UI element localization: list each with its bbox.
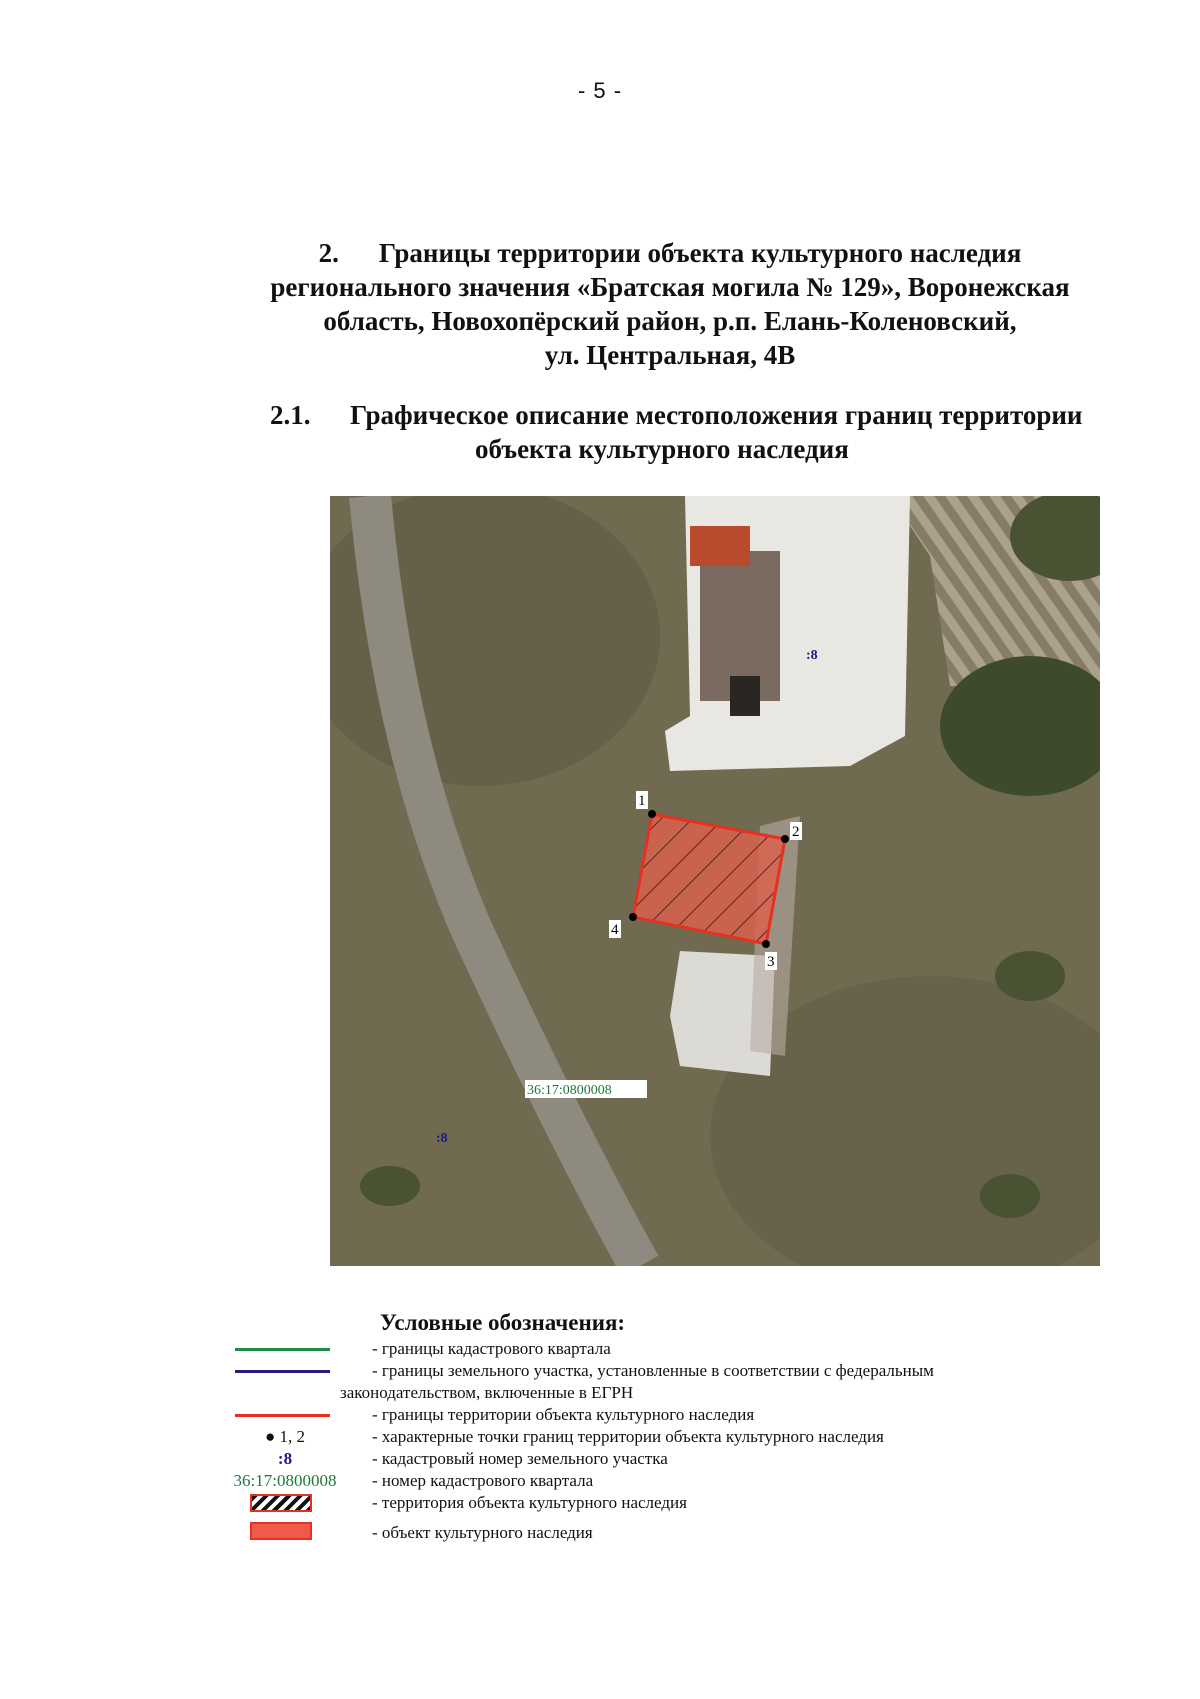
section-title-line-3: область, Новохопёрский район, р.п. Елань-Коленовский,: [323, 306, 1017, 336]
legend-text: - номер кадастрового квартала: [372, 1471, 594, 1490]
point-label-4: 4: [611, 922, 619, 938]
legend-text: - границы земельного участка, установленные в соответствии с федеральным: [372, 1361, 934, 1380]
quarter-boundary-line-icon: [235, 1348, 330, 1351]
legend-item-points: [210, 1426, 1090, 1448]
legend-text: - кадастровый номер земельного участка: [372, 1449, 668, 1468]
legend-text: - объект культурного наследия: [372, 1523, 593, 1542]
legend: [210, 1338, 1090, 1544]
satellite-map: [330, 496, 1100, 1266]
section-title-line-1: Границы территории объекта культурного наследия: [378, 238, 1022, 268]
legend-item-parcel-number: [210, 1448, 1090, 1470]
parcel-label-top: :8: [806, 648, 818, 663]
legend-text: законодательством, включенные в ЕГРН: [340, 1383, 634, 1402]
point-label-3: 3: [767, 954, 775, 970]
legend-item-heritage-object: [210, 1518, 1090, 1544]
point-label-2: 2: [792, 824, 800, 840]
parcel-boundary-line-icon: [235, 1370, 330, 1373]
legend-item-heritage-territory: [210, 1492, 1090, 1518]
legend-text: - территория объекта культурного наследия: [372, 1493, 687, 1512]
quarter-label: 36:17:0800008: [527, 1083, 612, 1098]
legend-item-heritage-boundary: [210, 1404, 1090, 1426]
legend-item-quarter-number: [210, 1470, 1090, 1492]
section-title: [240, 236, 1100, 372]
point-symbol-text: 1, 2: [279, 1427, 306, 1446]
boundary-point-4: [629, 913, 637, 921]
quarter-number-symbol: 36:17:0800008: [233, 1471, 337, 1490]
red-fill-box-icon: [250, 1522, 312, 1540]
section-title-line-4: ул. Центральная, 4В: [544, 340, 796, 370]
boundary-point-1: [648, 810, 656, 818]
hatched-box-icon: [250, 1494, 312, 1512]
legend-item-quarter-boundary: [210, 1338, 1090, 1360]
parcel-number-symbol: :8: [277, 1449, 293, 1468]
legend-text: - характерные точки границ территории объекта культурного наследия: [372, 1427, 884, 1446]
building-roof-detail: [690, 526, 750, 566]
boundary-point-2: [781, 835, 789, 843]
legend-title: Условные обозначения:: [380, 1310, 626, 1335]
point-dot-icon: ●: [264, 1427, 276, 1446]
tree: [360, 1166, 420, 1206]
legend-text: - границы кадастрового квартала: [372, 1339, 611, 1358]
subsection-title: [270, 398, 1150, 466]
subsection-number: 2.1.: [270, 400, 311, 430]
legend-text: - границы территории объекта культурного наследия: [372, 1405, 755, 1424]
legend-item-parcel-boundary: [210, 1360, 1090, 1382]
legend-item-parcel-boundary-cont: [210, 1382, 1090, 1404]
section-title-line-2: регионального значения «Братская могила № 129», Воронежская: [270, 272, 1070, 302]
tree: [995, 951, 1065, 1001]
section-number: 2.: [318, 238, 339, 268]
subsection-title-line-2: объекта культурного наследия: [475, 434, 849, 464]
heritage-boundary-line-icon: [235, 1414, 330, 1417]
point-label-1: 1: [638, 793, 646, 809]
boundary-point-3: [762, 940, 770, 948]
page-number: - 5 -: [577, 78, 623, 103]
point-symbol: [210, 1426, 360, 1448]
building-roof-detail: [730, 676, 760, 716]
tree: [980, 1174, 1040, 1218]
subsection-title-line-1: Графическое описание местоположения границ территории: [350, 400, 1083, 430]
parcel-label-bottom: :8: [436, 1131, 448, 1146]
